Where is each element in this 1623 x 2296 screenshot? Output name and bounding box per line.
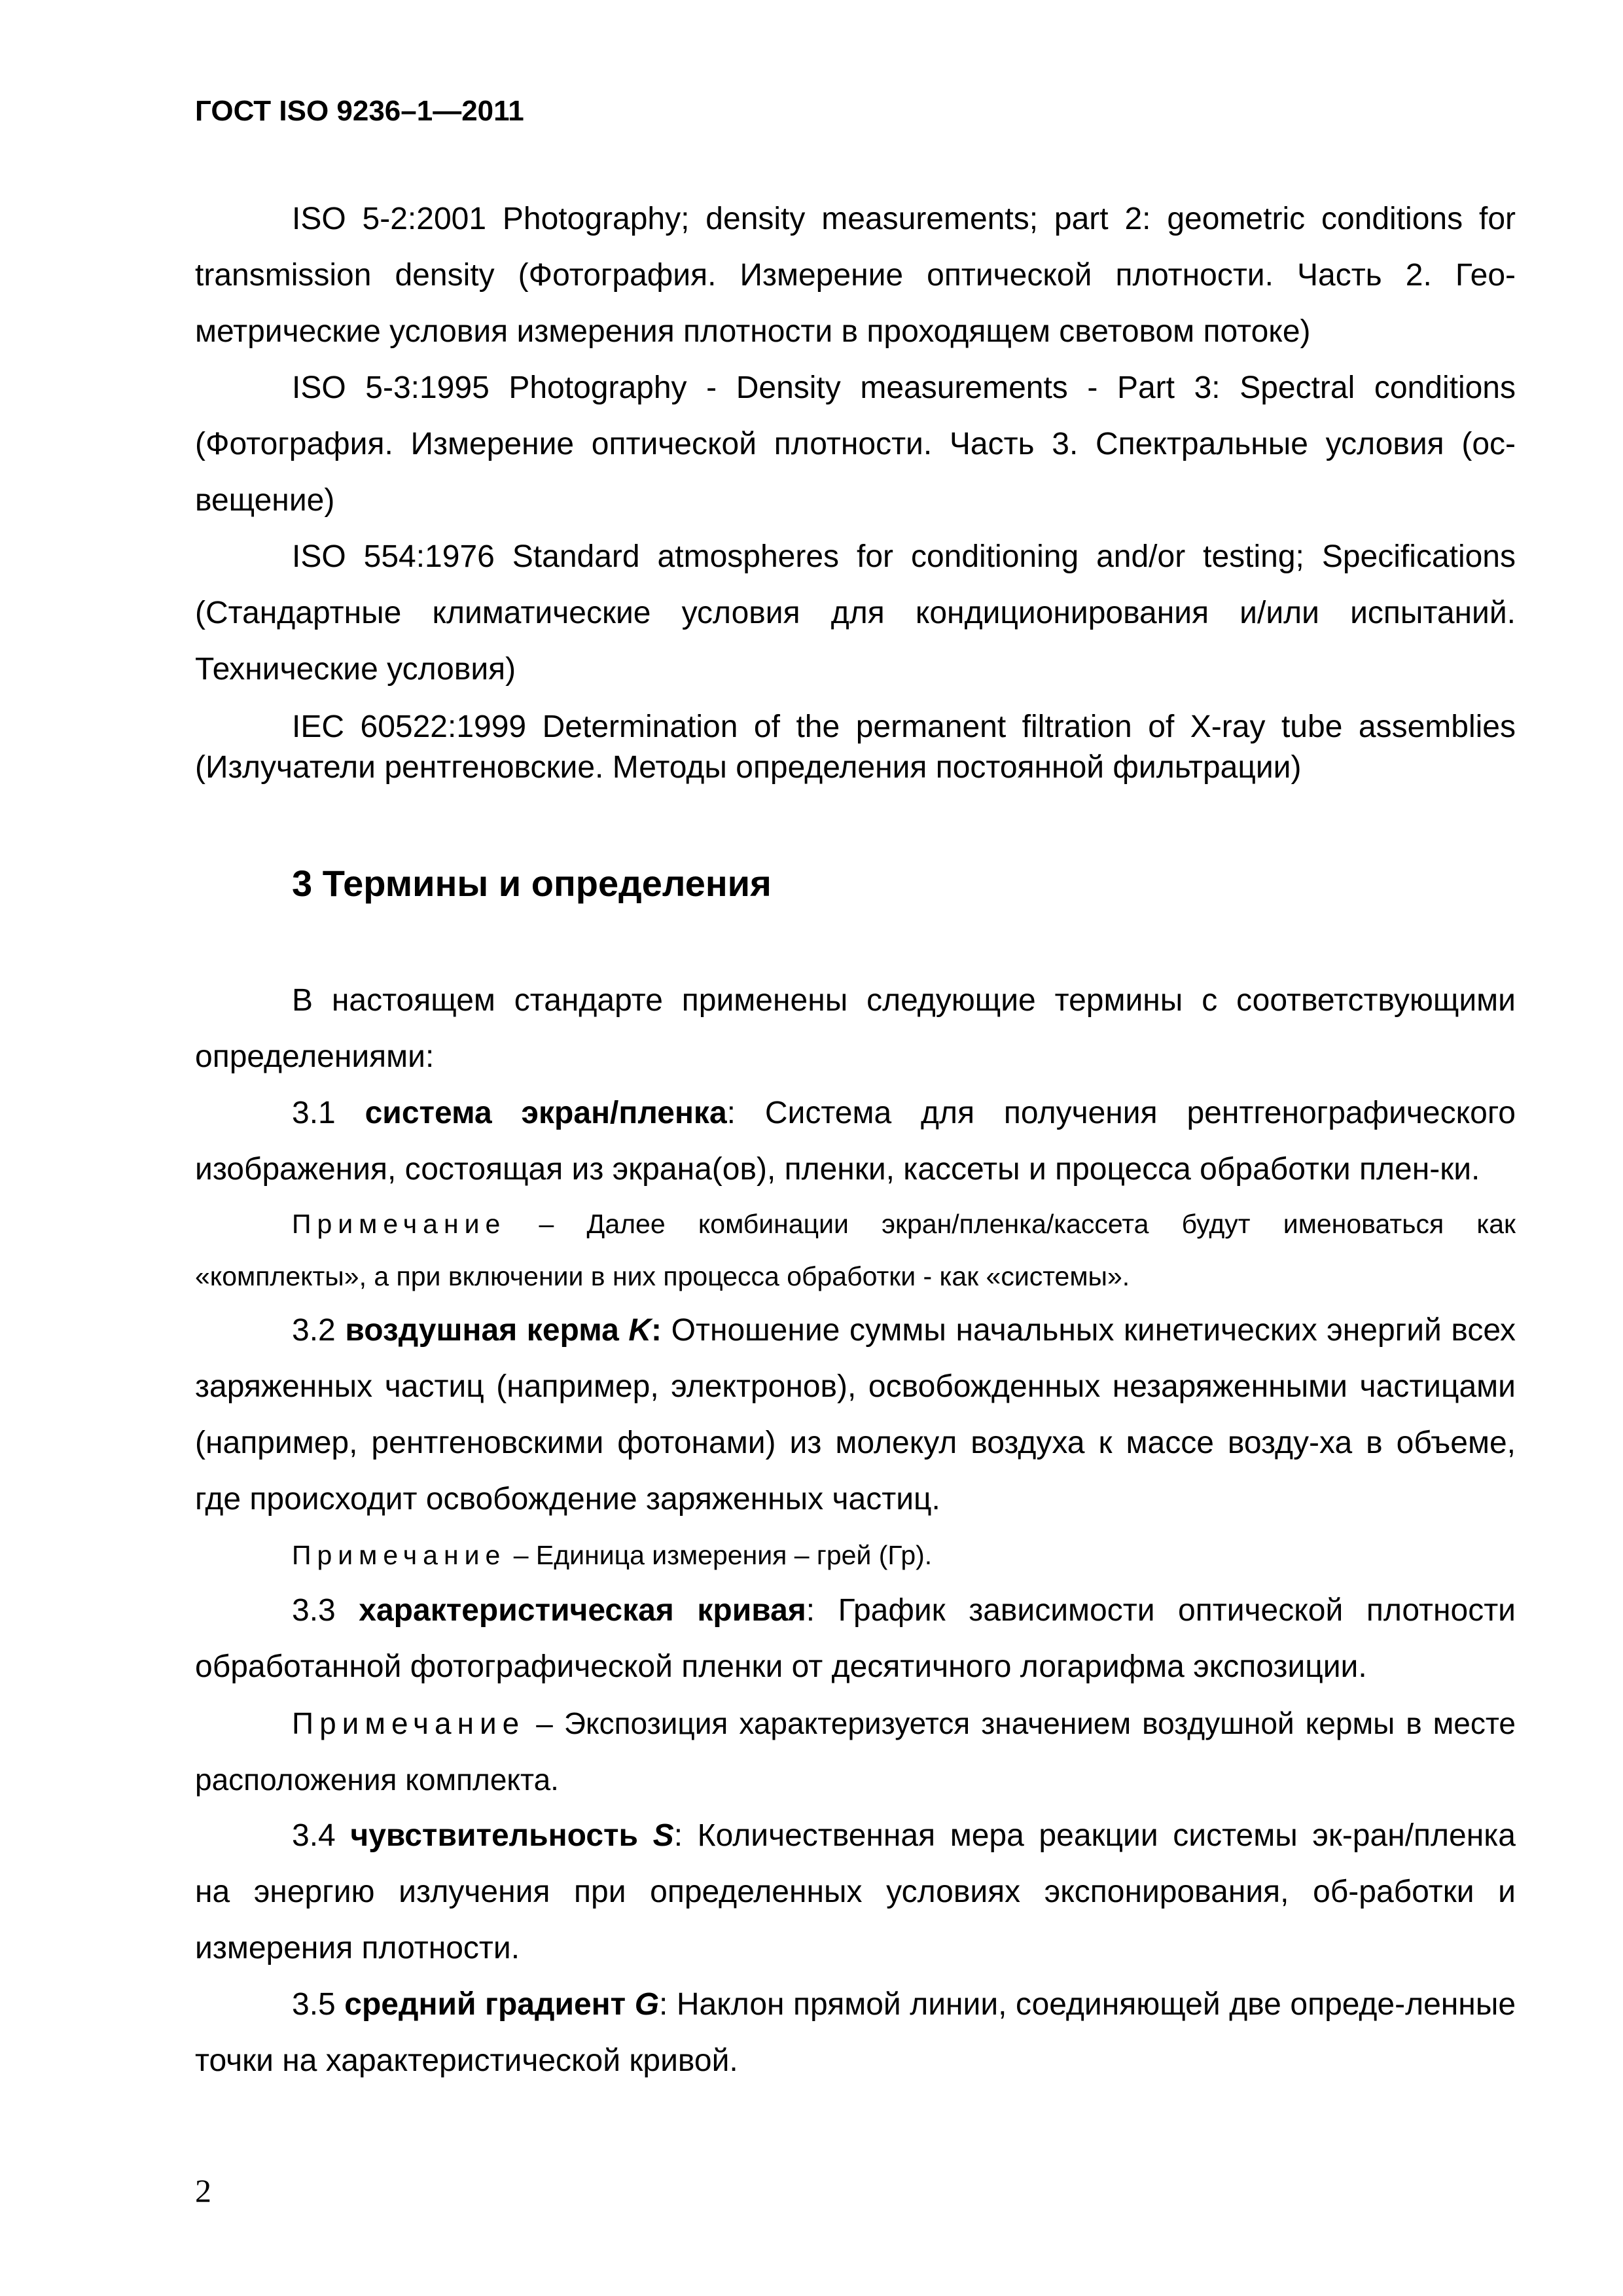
note-label: Примечание: [292, 1706, 526, 1740]
term-definition: Отношение суммы начальных кинетических энергий всех заряженных частиц (например, электронов), освобожденных незаряженными частицами (например, рентгеновскими фотонами) из молекул воздуха к массе возду-ха в объеме, где происходит освобождение заряженных частиц.: [195, 1313, 1516, 1516]
reference-iec-60522: IEC 60522:1999 Determination of the permanent filtration of X-ray tube assemblies (Излучатели рентгеновские. Методы определения постоянной фильтрации): [195, 709, 1516, 785]
section-intro: В настоящем стандарте применены следующие термины с соответствующими определениями:: [195, 983, 1516, 1074]
term-3-1: [195, 1085, 1516, 1198]
term-definition: : Наклон прямой линии, соединяющей две опреде-ленные точки на характеристической кривой.: [195, 1987, 1516, 2078]
note-label: Примечание: [292, 1540, 507, 1570]
term-name: характеристическая кривая: [359, 1593, 806, 1628]
term-number: 3.5: [292, 1987, 336, 2022]
term-symbol: K: [628, 1313, 652, 1348]
term-definition: : Количественная мера реакции системы эк-ран/пленка на энергию излучения при определенных условиях экспонирования, об-работки и измерения плотности.: [195, 1818, 1516, 1965]
reference-iso-554: ISO 554:1976 Standard atmospheres for conditioning and/or testing; Specifications (Стандартные климатические условия для кондиционирования и/или испытаний. Технические условия): [195, 539, 1516, 687]
term-name: система экран/пленка: [365, 1096, 727, 1130]
term-number: 3.1: [292, 1096, 336, 1130]
term-number: 3.3: [292, 1593, 336, 1628]
document-header: ГОСТ ISO 9236–1—2011: [195, 95, 524, 127]
term-symbol: S: [652, 1818, 674, 1853]
note-text: – Далее комбинации экран/пленка/кассета будут именоваться как «комплекты», а при включении в них процесса обработки - как «системы».: [195, 1209, 1516, 1291]
note-3-3: [195, 1695, 1516, 1808]
note-label: Примечание: [292, 1209, 507, 1239]
term-colon: :: [651, 1313, 662, 1348]
note-text: – Единица измерения – грей (Гр).: [506, 1540, 933, 1570]
term-3-2: [195, 1302, 1516, 1528]
term-3-4: [195, 1808, 1516, 1977]
term-3-3: [195, 1583, 1516, 1695]
term-number: 3.2: [292, 1313, 336, 1348]
term-name: средний градиент: [344, 1987, 626, 2022]
term-3-5: [195, 1977, 1516, 2089]
term-symbol: G: [634, 1987, 660, 2022]
page-number: 2: [195, 2172, 211, 2209]
term-definition: : График зависимости оптической плотности обработанной фотографической пленки от десятичного логарифма экспозиции.: [195, 1593, 1516, 1684]
note-3-1: [195, 1198, 1516, 1302]
term-definition: : Система для получения рентгенографического изображения, состоящая из экрана(ов), пленки, кассеты и процесса обработки плен-ки.: [195, 1096, 1516, 1187]
term-name: воздушная керма: [345, 1313, 619, 1348]
term-name: чувствительность: [350, 1818, 639, 1853]
note-3-2: [195, 1528, 1516, 1583]
document-body: [195, 191, 1516, 2089]
term-number: 3.4: [292, 1818, 336, 1853]
section-heading: 3 Термины и определения: [292, 863, 772, 904]
reference-iso-5-3: ISO 5-3:1995 Photography - Density measurements - Part 3: Spectral conditions (Фотография. Измерение оптической плотности. Часть 3. Спектральные условия (ос-вещение): [195, 370, 1516, 518]
note-text: – Экспозиция характеризуется значением воздушной кермы в месте расположения комплекта.: [195, 1706, 1516, 1797]
reference-iso-5-2: ISO 5-2:2001 Photography; density measurements; part 2: geometric conditions for transmission density (Фотография. Измерение оптической плотности. Часть 2. Гео-метрические условия измерения плотности в проходящем световом потоке): [195, 202, 1516, 349]
